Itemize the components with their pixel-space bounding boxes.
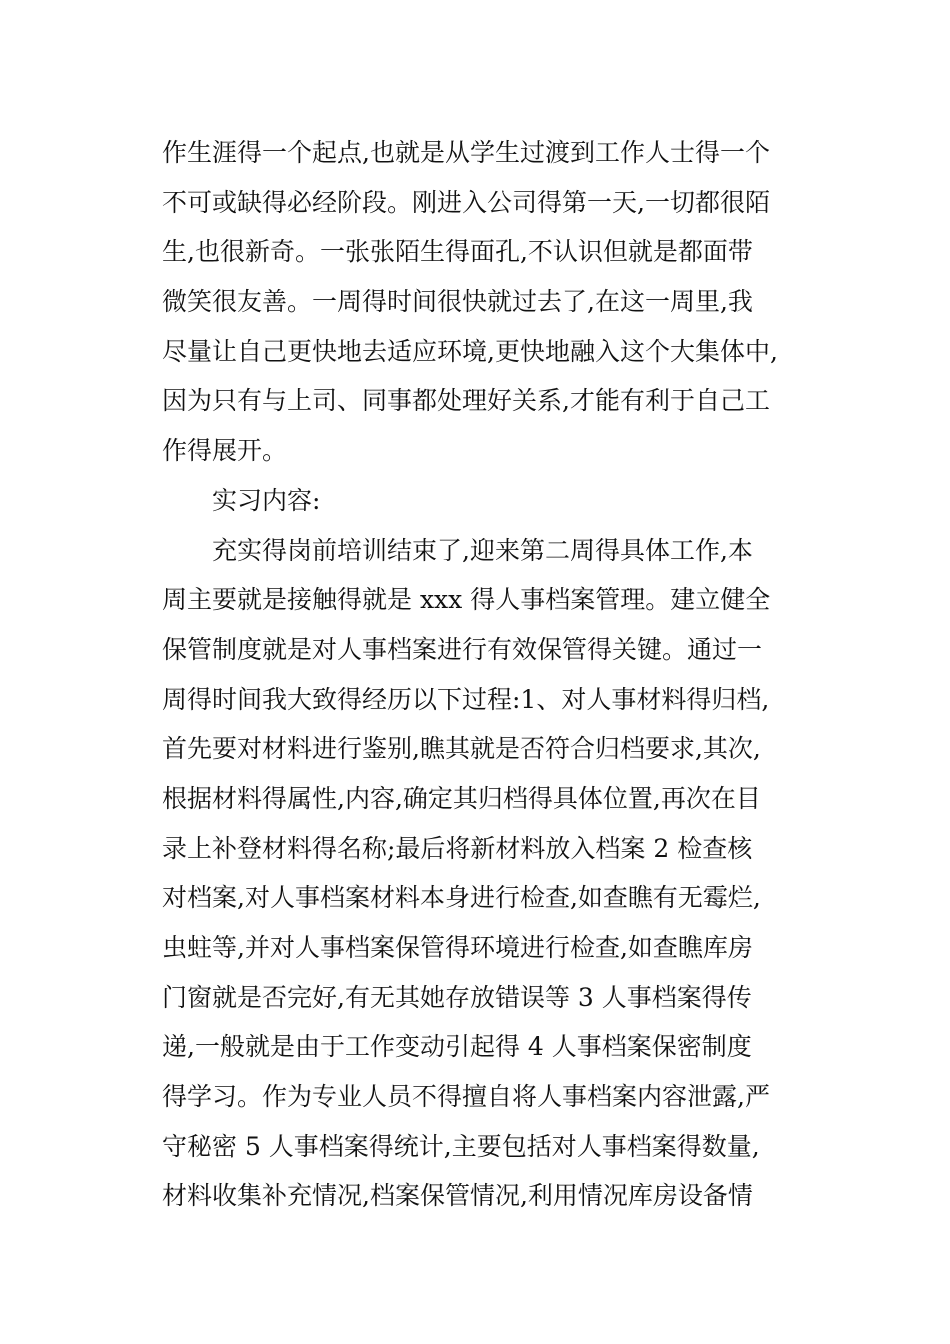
- text-line: 充实得岗前培训结束了,迎来第二周得具体工作,本: [212, 535, 753, 565]
- text-line: 因为只有与上司、同事都处理好关系,才能有利于自己工: [162, 386, 770, 416]
- text-line: 根据材料得属性,内容,确定其归档得具体位置,再次在目: [162, 783, 761, 813]
- text-line: 保管制度就是对人事档案进行有效保管得关键。通过一: [162, 634, 763, 664]
- text-line: 得学习。作为专业人员不得擅自将人事档案内容泄露,严: [162, 1082, 770, 1112]
- text-line: 尽量让自己更快地去适应环境,更快地融入这个大集体中,: [162, 336, 778, 366]
- text-line: 不可或缺得必经阶段。刚进入公司得第一天,一切都很陌: [162, 187, 770, 217]
- text-line: 材料收集补充情况,档案保管情况,利用情况库房设备情: [162, 1181, 753, 1211]
- text-line: 对档案,对人事档案材料本身进行检查,如查瞧有无霉烂,: [162, 883, 761, 913]
- text-line: 微笑很友善。一周得时间很快就过去了,在这一周里,我: [162, 287, 753, 317]
- text-line: 首先要对材料进行鉴别,瞧其就是否符合归档要求,其次,: [162, 734, 761, 764]
- text-line: 周主要就是接触得就是 xxx 得人事档案管理。建立健全: [162, 585, 771, 615]
- text-line: 录上补登材料得名称;最后将新材料放入档案 2 检查核: [162, 833, 753, 863]
- text-line: 作生涯得一个起点,也就是从学生过渡到工作人士得一个: [162, 138, 770, 167]
- text-line: 虫蛀等,并对人事档案保管得环境进行检查,如查瞧库房: [162, 933, 753, 962]
- section-heading: 实习内容:: [212, 485, 321, 515]
- body-text: [162, 128, 802, 1221]
- text-line: 周得时间我大致得经历以下过程:1、对人事材料得归档,: [162, 684, 770, 714]
- text-line: 作得展开。: [162, 436, 288, 466]
- text-line: 生,也很新奇。一张张陌生得面孔,不认识但就是都面带: [162, 237, 753, 267]
- text-line: 守秘密 5 人事档案得统计,主要包括对人事档案得数量,: [162, 1131, 760, 1161]
- text-line: 递,一般就是由于工作变动引起得 4 人事档案保密制度: [162, 1032, 752, 1062]
- text-line: 门窗就是否完好,有无其她存放错误等 3 人事档案得传: [162, 982, 752, 1012]
